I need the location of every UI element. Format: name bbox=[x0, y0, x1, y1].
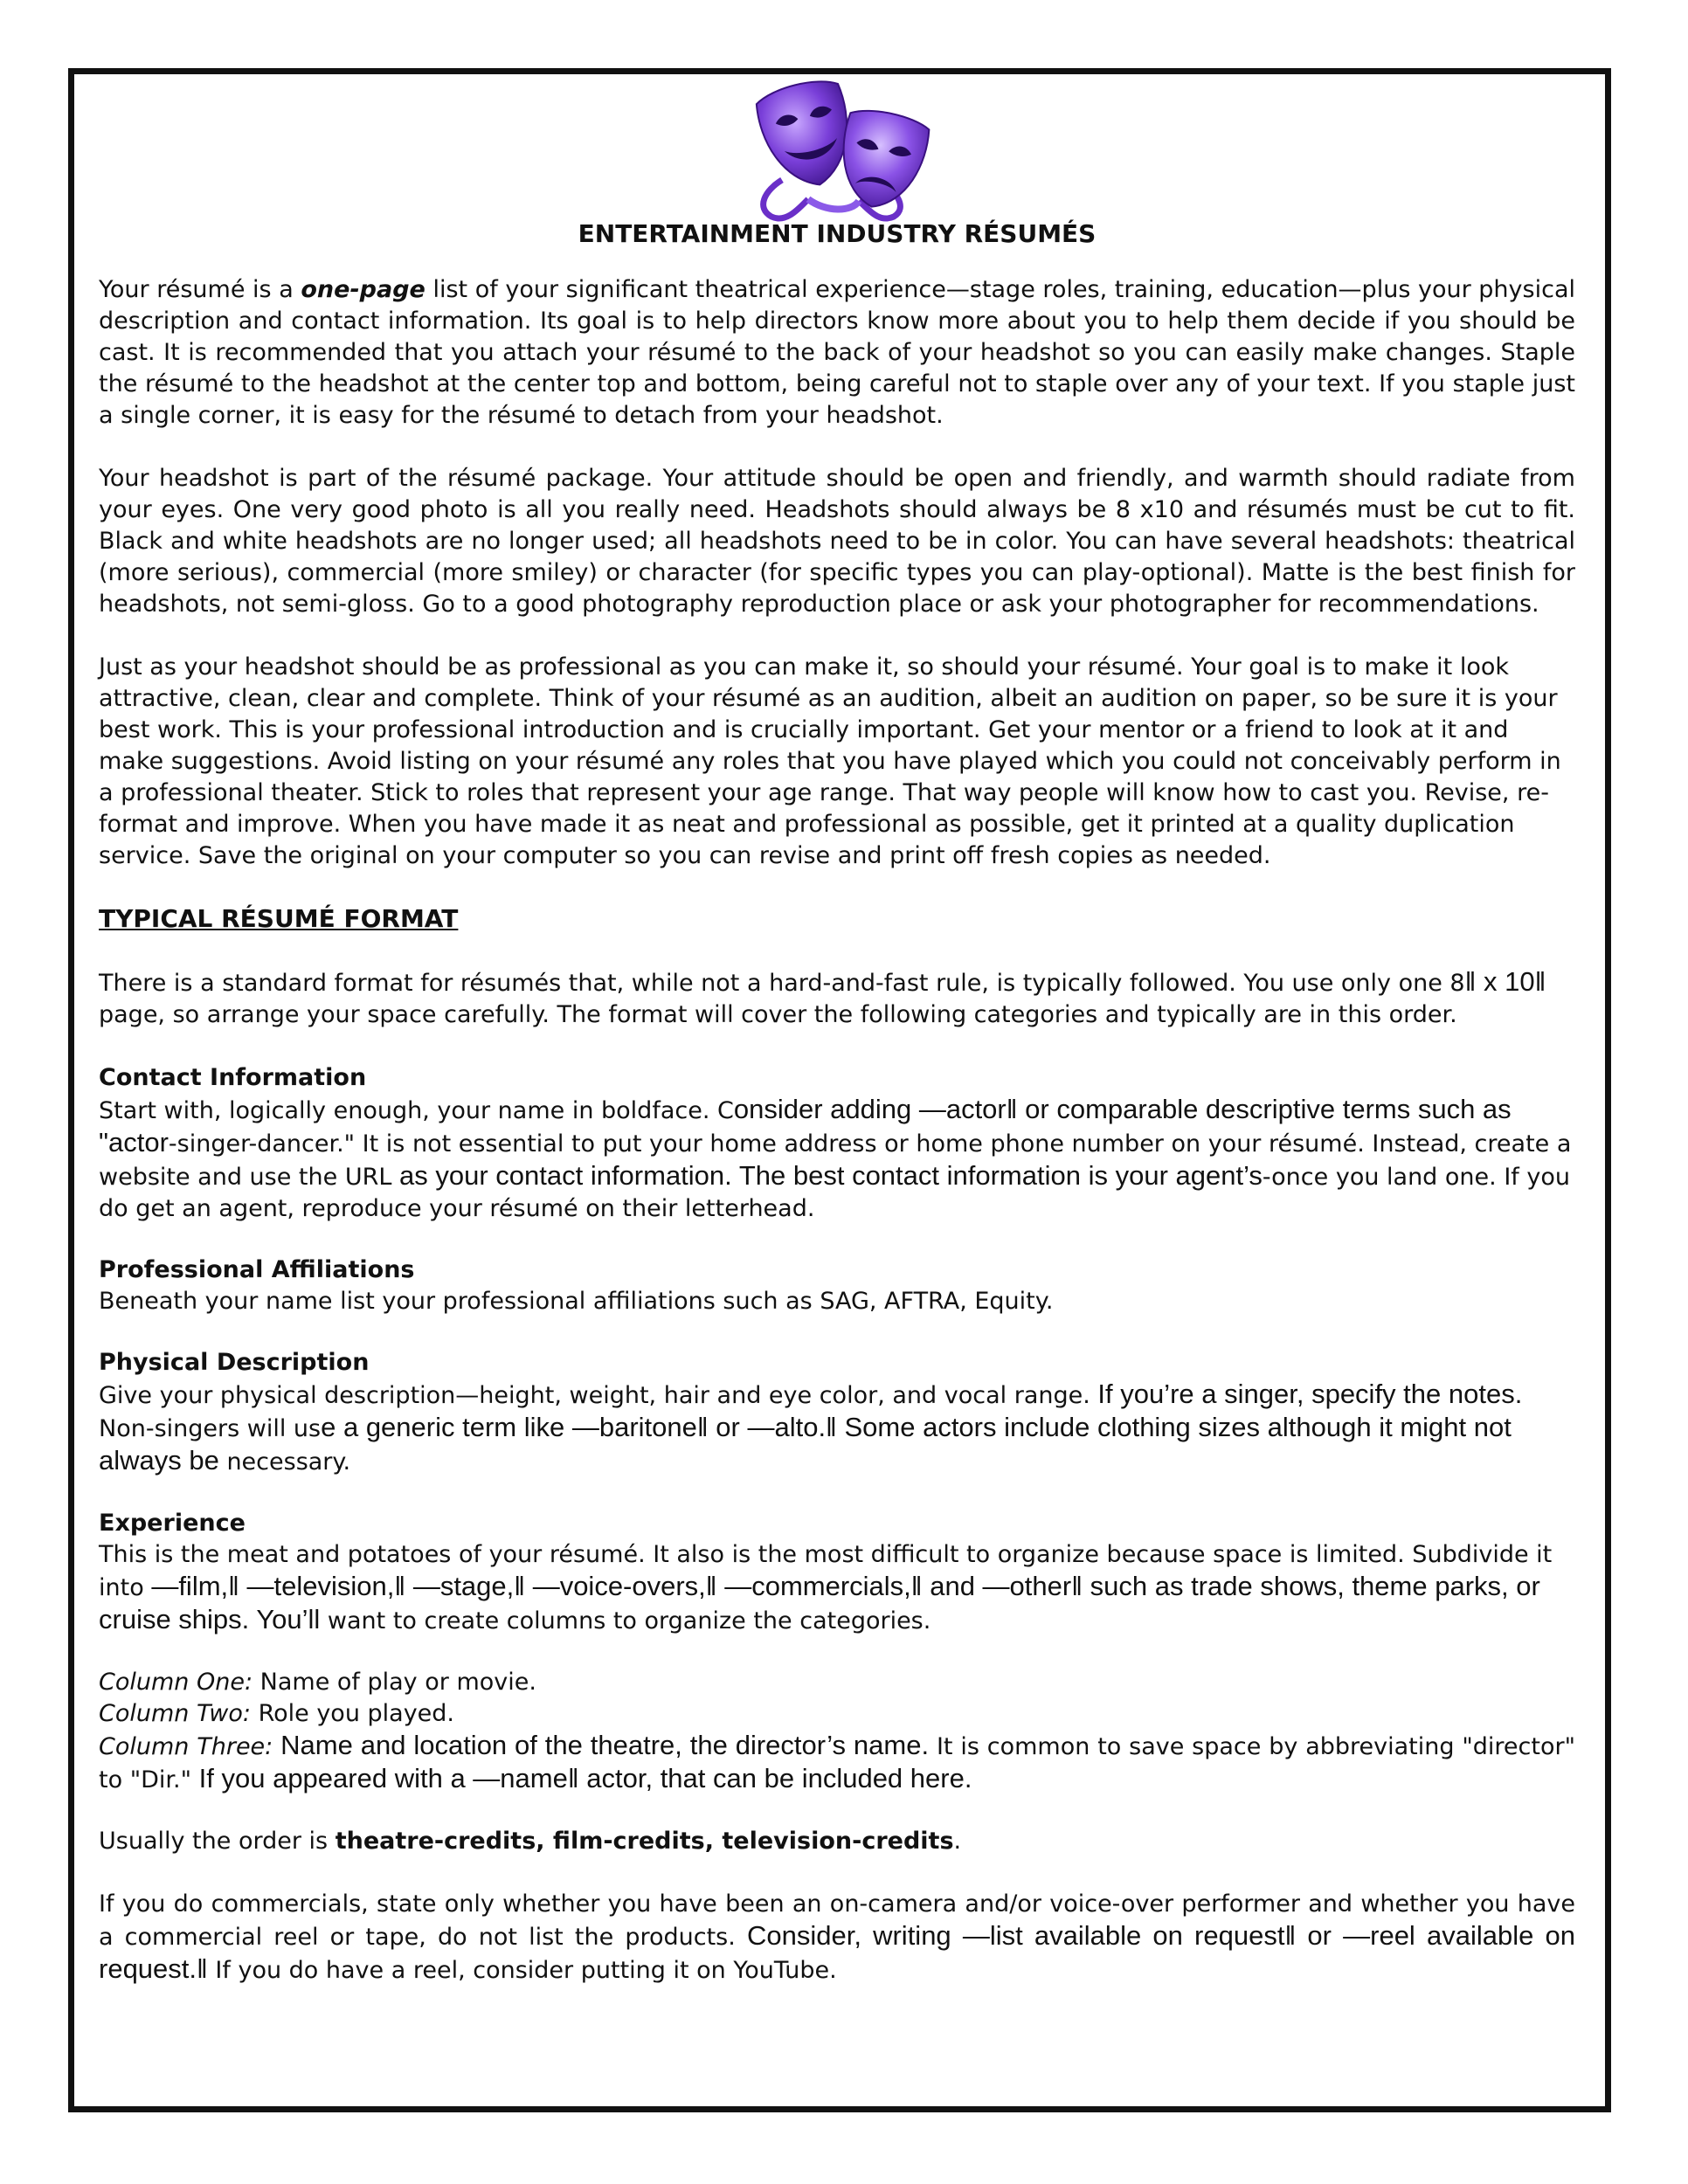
column-label: Column Two: bbox=[99, 1700, 251, 1727]
text-span: ―film,‖ ―television,‖ ―stage,‖ ―voice-overs,‖ ―commercials,‖ and ―other‖ such as trade shows, theme parks, or cruise ships. You’ll bbox=[99, 1571, 1540, 1635]
column-item bbox=[99, 1698, 1575, 1730]
contact-section bbox=[99, 1062, 1575, 1225]
text-span: necessary. bbox=[218, 1448, 351, 1476]
text-span: If you appeared with a ―name‖ actor, that can be included here. bbox=[191, 1763, 972, 1794]
document-body bbox=[99, 218, 1575, 2018]
affiliations-section bbox=[99, 1254, 1575, 1317]
text-span: Non-singers will us bbox=[99, 1415, 322, 1442]
column-item bbox=[99, 1667, 1575, 1698]
column-label: Column Three: bbox=[99, 1733, 273, 1760]
text-span: Start with, logically enough, your name in boldface. C bbox=[99, 1097, 734, 1124]
intro-paragraph-3: Just as your headshot should be as professional as you can make it, so should your résumé. Your goal is to make it look attractive, clean, clear and complete. Think of your résumé as an audition, albeit an audition on paper, so be sure it is your best work. This is your professional introduction and is crucially important. Get your mentor or a friend to look at it and make suggestions. Avoid listing on your résumé any roles that you have played which you could not conceivably perform in a professional theater. Stick to roles that represent your age range. That way people will know how to cast you. Revise, re-format and improve. When you have made it as neat and professional as possible, get it printed at a quality duplication service. Save the original on your computer so you can revise and print off fresh copies as needed. bbox=[99, 653, 1561, 869]
text-span: Usually the order is bbox=[99, 1828, 336, 1855]
experience-section bbox=[99, 1508, 1575, 1637]
text-span: . bbox=[953, 1828, 962, 1855]
column-text: Role you played. bbox=[250, 1700, 455, 1727]
text-span: list of your significant theatrical experience—stage roles, training, education—plus your physical description and contact information. Its goal is to help directors know more about you to help them decide if you should be cast. It is recommended that you attach your résumé to the back of your headshot so you can easily make changes. Staple the résumé to the headshot at the center top and bottom, being careful not to staple over any of your text. If you staple just a single corner, it is easy for the résumé to detach from your headshot. bbox=[99, 276, 1575, 429]
text-span: If you do have a reel, consider putting it on YouTube. bbox=[207, 1957, 837, 1984]
physical-section bbox=[99, 1347, 1575, 1478]
order-paragraph bbox=[99, 1826, 1575, 1857]
affiliations-title: Professional Affiliations bbox=[99, 1256, 415, 1283]
column-text: Name of play or movie. bbox=[253, 1669, 536, 1696]
text-span: If you do commercials, state only whether you have been an on-camera and/or voice-over performer and whether you have a commercial reel or tape, do not list the products. bbox=[99, 1890, 1575, 1951]
text-span: -singer-dancer." It is not essential to put your home address or home phone number on your résumé. Instead, create a website and use the URL bbox=[99, 1130, 1572, 1191]
text-span: as your contact information. The best contact information is your agent’s bbox=[398, 1160, 1263, 1191]
text-span: -once you land one. If you do get an agent, reproduce your résumé on their letterhead. bbox=[99, 1164, 1570, 1222]
physical-text bbox=[99, 1379, 1575, 1478]
text-span: onsider adding ―actor‖ or comparable descriptive terms such as "actor bbox=[99, 1094, 1512, 1158]
text-span: Name and location of the theatre, the director’s name. bbox=[273, 1730, 930, 1760]
text-span: It is common to save space by abbreviating "director" to "Dir." bbox=[99, 1733, 1575, 1794]
column-list bbox=[99, 1667, 1575, 1796]
text-span: There is a standard format for résumés that, while not a hard-and-fast rule, is typically followed. You use only one 8 bbox=[99, 970, 1465, 997]
contact-text bbox=[99, 1094, 1575, 1225]
text-span: ‖ x 10‖ bbox=[1464, 966, 1546, 997]
text-span: Consider, writing ―list available on request‖ or ―reel available on request.‖ bbox=[99, 1920, 1575, 1984]
order-credits: theatre-credits, film-credits, television-credits bbox=[335, 1828, 954, 1855]
experience-text bbox=[99, 1539, 1575, 1637]
commercials-paragraph bbox=[99, 1889, 1575, 1987]
text-span: Give your physical description—height, weight, hair and eye color, and vocal range. bbox=[99, 1382, 1098, 1409]
physical-title: Physical Description bbox=[99, 1349, 370, 1376]
experience-title: Experience bbox=[99, 1510, 246, 1537]
text-span: If you’re a singer, specify the notes. bbox=[1097, 1379, 1523, 1409]
text-span: want to create columns to organize the categories. bbox=[320, 1607, 931, 1635]
contact-title: Contact Information bbox=[99, 1064, 367, 1091]
format-intro-paragraph bbox=[99, 966, 1575, 1031]
emphasis: one-page bbox=[301, 276, 425, 303]
theater-masks-icon bbox=[747, 77, 941, 232]
text-span: e a generic term like ―baritone‖ or ―alto.‖ Some actors include clothing sizes although it might not always be bbox=[99, 1412, 1512, 1476]
column-label: Column One: bbox=[99, 1669, 253, 1696]
column-item bbox=[99, 1730, 1575, 1796]
text-span: Your résumé is a bbox=[99, 276, 301, 303]
page-title: ENTERTAINMENT INDUSTRY RÉSUMÉS bbox=[578, 219, 1097, 248]
affiliations-text: Beneath your name list your professional affiliations such as SAG, AFTRA, Equity. bbox=[99, 1288, 1054, 1315]
intro-paragraph-2: Your headshot is part of the résumé package. Your attitude should be open and friendly, and warmth should radiate from your eyes. One very good photo is all you really need. Headshots should always be 8 x10 and résumés must be cut to fit. Black and white headshots are no longer used; all headshots need to be in color. You can have several headshots: theatrical (more serious), commercial (more smiley) or character (for specific types you can play-optional). Matte is the best finish for headshots, not semi-gloss. Go to a good photography reproduction place or ask your photographer for recommendations. bbox=[99, 465, 1575, 618]
text-span: page, so arrange your space carefully. The format will cover the following categories and typically are in this order. bbox=[99, 1001, 1457, 1028]
section-heading-format: TYPICAL RÉSUMÉ FORMAT bbox=[99, 904, 459, 933]
text-span: This is the meat and potatoes of your résumé. It also is the most difficult to organize because space is limited. Subdivide it into bbox=[99, 1541, 1553, 1601]
intro-paragraph-1 bbox=[99, 274, 1575, 432]
